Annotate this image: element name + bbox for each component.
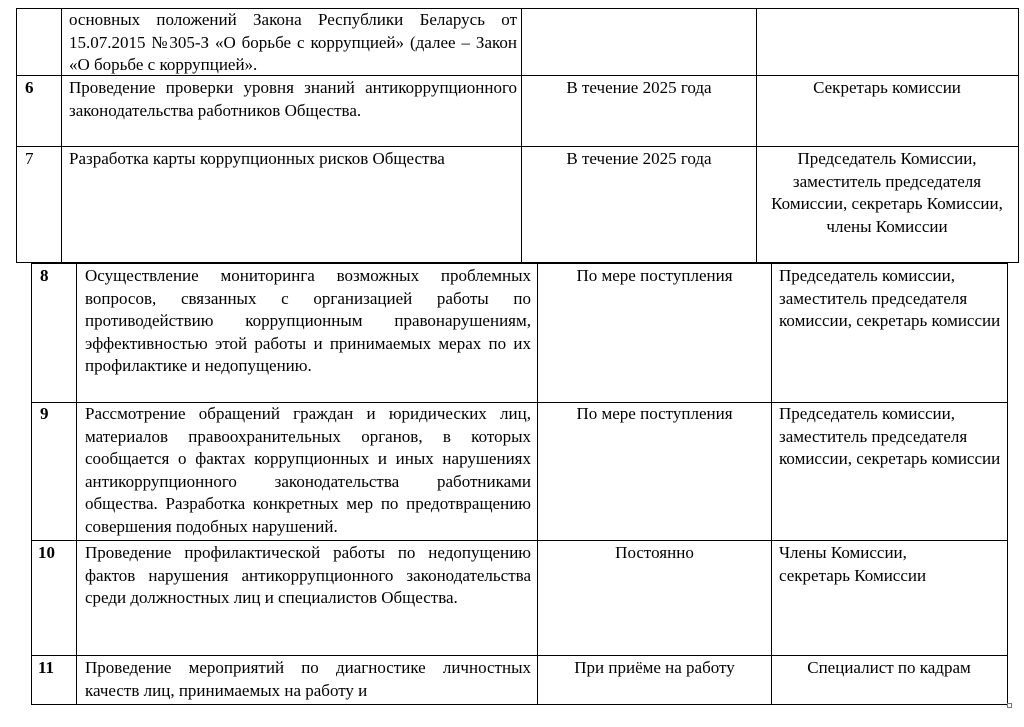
measure-text: Проведение мероприятий по диагностике личностных качеств лиц, принимаемых на работу и <box>85 658 531 700</box>
table-border <box>31 540 1008 541</box>
table-border <box>1007 263 1008 705</box>
table-border <box>756 8 757 263</box>
row-number: 11 <box>38 658 55 677</box>
table-border <box>771 263 772 705</box>
table-border <box>76 263 77 705</box>
responsible: Председатель комиссии, заместитель председателя комиссии, секретарь комиссии <box>779 404 1001 468</box>
table-border <box>1018 8 1019 263</box>
responsible: Председатель комиссии, заместитель председателя комиссии, секретарь комиссии <box>779 266 1001 330</box>
measure-text: Проведение профилактической работы по недопущению фактов нарушения антикоррупционного законодательства среди должностных лиц и специалистов Общества. <box>85 543 531 607</box>
table-border <box>16 8 17 263</box>
table-border <box>61 8 62 263</box>
responsible: Члены Комиссии, секретарь Комиссии <box>779 543 927 585</box>
deadline: При приёме на работу <box>574 658 735 677</box>
row-number: 6 <box>25 78 34 97</box>
measure-text: Рассмотрение обращений граждан и юридических лиц, материалов правоохранительных органов, в которых сообщается о фактах коррупционных и иных нарушениях антикоррупционного законодательства работниками общества. Разработка конкретных мер по предотвращению совершения подобных нарушений. <box>85 404 531 536</box>
table-border <box>31 263 32 705</box>
measure-text: Проведение проверки уровня знаний антикоррупционного законодательства работников Общества. <box>69 78 517 120</box>
deadline: В течение 2025 года <box>566 149 712 168</box>
table-border <box>31 655 1008 656</box>
row-number: 8 <box>40 266 49 285</box>
table-border <box>537 263 538 705</box>
row-number: 9 <box>40 404 49 423</box>
responsible: Председатель Комиссии, заместитель председателя Комиссии, секретарь Комиссии, члены Комиссии <box>771 149 1003 236</box>
table-border <box>31 263 1008 264</box>
deadline: В течение 2025 года <box>566 78 712 97</box>
responsible: Специалист по кадрам <box>807 658 971 677</box>
measure-text: Осуществление мониторинга возможных проблемных вопросов, связанных с организацией работы по противодействию коррупционным правонарушениям, эффективностью этой работы и принимаемых мерах по их профилактике и недопущению. <box>85 266 531 375</box>
deadline: По мере поступления <box>576 266 733 285</box>
deadline: Постоянно <box>615 543 694 562</box>
table-border <box>521 8 522 263</box>
row-number: 10 <box>38 543 55 562</box>
table-border <box>31 704 1008 705</box>
row-number: 7 <box>25 149 34 168</box>
measure-text: Разработка карты коррупционных рисков Общества <box>69 149 445 168</box>
table-resize-handle[interactable] <box>1007 703 1012 708</box>
responsible: Секретарь комиссии <box>813 78 961 97</box>
table-border <box>16 146 1019 147</box>
measure-text: основных положений Закона Республики Беларусь от 15.07.2015 №305-З «О борьбе с коррупцией» (далее – Закон «О борьбе с коррупцией». <box>69 10 517 74</box>
deadline: По мере поступления <box>576 404 733 423</box>
